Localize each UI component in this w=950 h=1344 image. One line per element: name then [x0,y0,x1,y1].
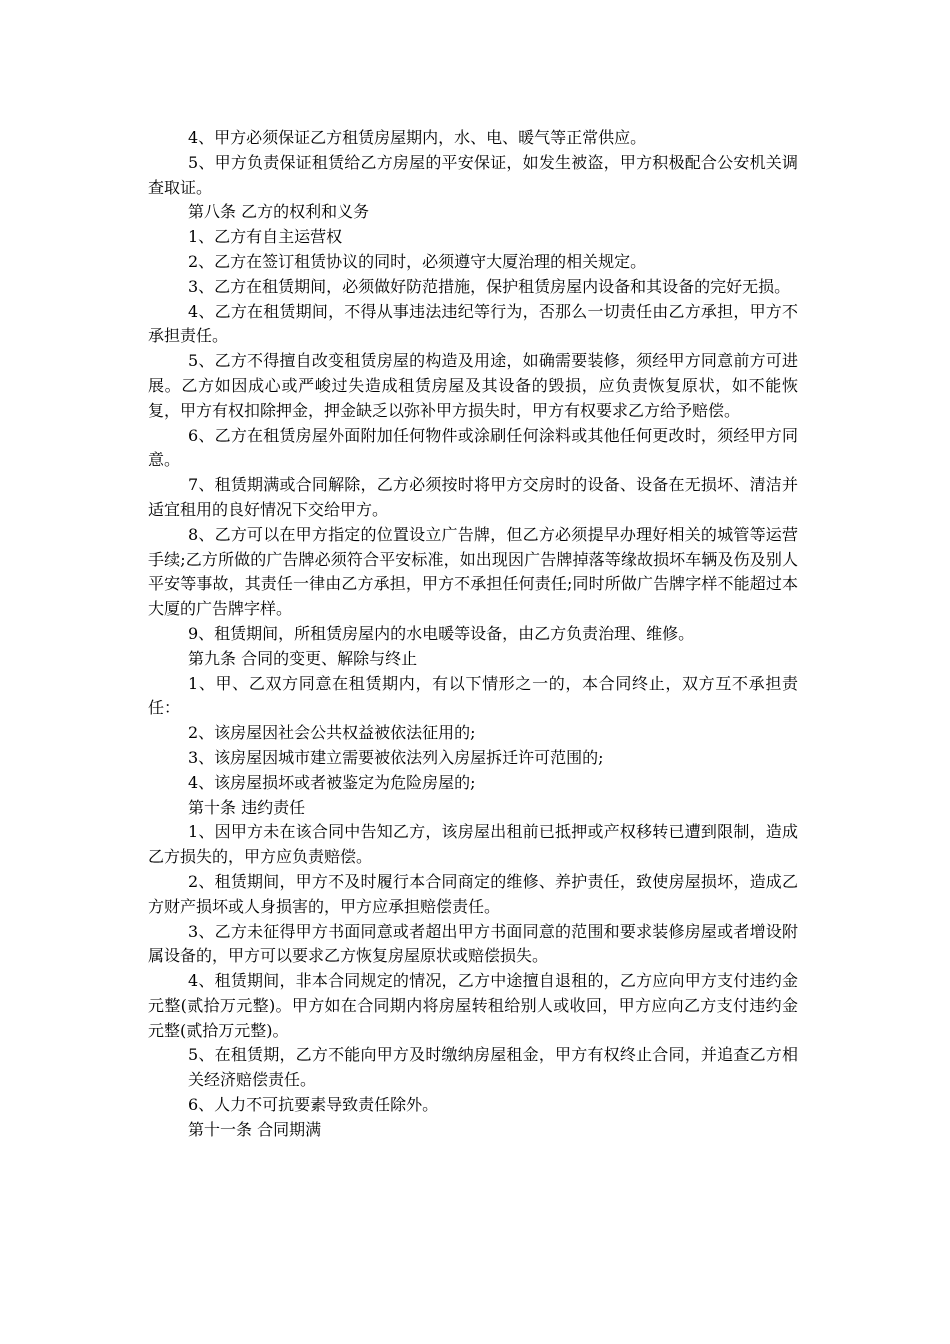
paragraph: 3、乙方未征得甲方书面同意或者超出甲方书面同意的范围和要求装修房屋或者增设附属设备的，甲方可以要求乙方恢复房屋原状或赔偿损失。 [148,921,798,966]
paragraph: 3、乙方在租赁期间，必须做好防范措施，保护租赁房屋内设备和其设备的完好无损。 [188,276,791,296]
paragraph: 4、租赁期间，非本合同规定的情况，乙方中途擅自退租的，乙方应向甲方支付违约金 元整(贰拾万元整)。甲方如在合同期内将房屋转租给别人或收回，甲方应向乙方支付违约金 元整(贰拾万元整)。 [148,971,798,1040]
paragraph: 9、租赁期间，所租赁房屋内的水电暖等设备，由乙方负责治理、维修。 [188,623,695,643]
section-heading: 第十一条 合同期满 [188,1119,322,1139]
paragraph: 5、在租赁期，乙方不能向甲方及时缴纳房屋租金，甲方有权终止合同，并追查乙方相关经济赔偿责任。 [188,1045,798,1090]
paragraph: 4、甲方必须保证乙方租赁房屋期内，水、电、暖气等正常供应。 [188,128,647,147]
section-heading: 第八条 乙方的权利和义务 [188,202,370,222]
paragraph: 4、该房屋损坏或者被鉴定为危险房屋的; [188,772,476,792]
paragraph: 6、乙方在租赁房屋外面附加任何物件或涂刷任何涂料或其他任何更改时，须经甲方同意。 [148,425,798,470]
paragraph: 8、乙方可以在甲方指定的位置设立广告牌，但乙方必须提早办理好相关的城管等运营手续;乙方所做的广告牌必须符合平安标准，如出现因广告牌掉落等缘故损坏车辆及伤及别人平安等事故，其责任一律由乙方承担，甲方不承担任何责任;同时所做广告牌字样不能超过本大厦的广告牌字样。 [148,524,798,619]
paragraph: 2、该房屋因社会公共权益被依法征用的; [188,723,476,743]
section-heading: 第十条 违约责任 [188,797,306,817]
paragraph: 3、该房屋因城市建立需要被依法列入房屋拆迁许可范围的; [188,747,604,767]
paragraph: 4、乙方在租赁期间，不得从事违法违纪等行为，否那么一切责任由乙方承担，甲方不承担责任。 [148,301,798,346]
paragraph: 1、因甲方未在该合同中告知乙方，该房屋出租前已抵押或产权移转已遭到限制，造成乙方损失的，甲方应负责赔偿。 [148,822,798,867]
paragraph: 7、租赁期满或合同解除，乙方必须按时将甲方交房时的设备、设备在无损坏、清洁并适宜租用的良好情况下交给甲方。 [148,475,798,519]
paragraph: 1、甲、乙双方同意在租赁期内，有以下情形之一的，本合同终止，双方互不承担责任： [148,673,798,718]
paragraph: 1、乙方有自主运营权 [188,227,343,247]
paragraph: 6、人力不可抗要素导致责任除外。 [188,1095,439,1115]
paragraph: 5、甲方负责保证租赁给乙方房屋的平安保证，如发生被盗，甲方积极配合公安机关调查取证。 [148,152,798,197]
paragraph: 2、乙方在签订租赁协议的同时，必须遵守大厦治理的相关规定。 [188,251,647,271]
document-page [148,126,798,1143]
section-heading: 第九条 合同的变更、解除与终止 [188,648,418,668]
paragraph: 5、乙方不得擅自改变租赁房屋的构造及用途，如确需要装修，须经甲方同意前方可进展。乙方如因成心或严峻过失造成租赁房屋及其设备的毁损，应负责恢复原状，如不能恢复，甲方有权扣除押金，押金缺乏以弥补甲方损失时，甲方有权要求乙方给予赔偿。 [148,351,798,420]
paragraph: 2、租赁期间，甲方不及时履行本合同商定的维修、养护责任，致使房屋损坏，造成乙方财产损坏或人身损害的，甲方应承担赔偿责任。 [148,871,798,916]
